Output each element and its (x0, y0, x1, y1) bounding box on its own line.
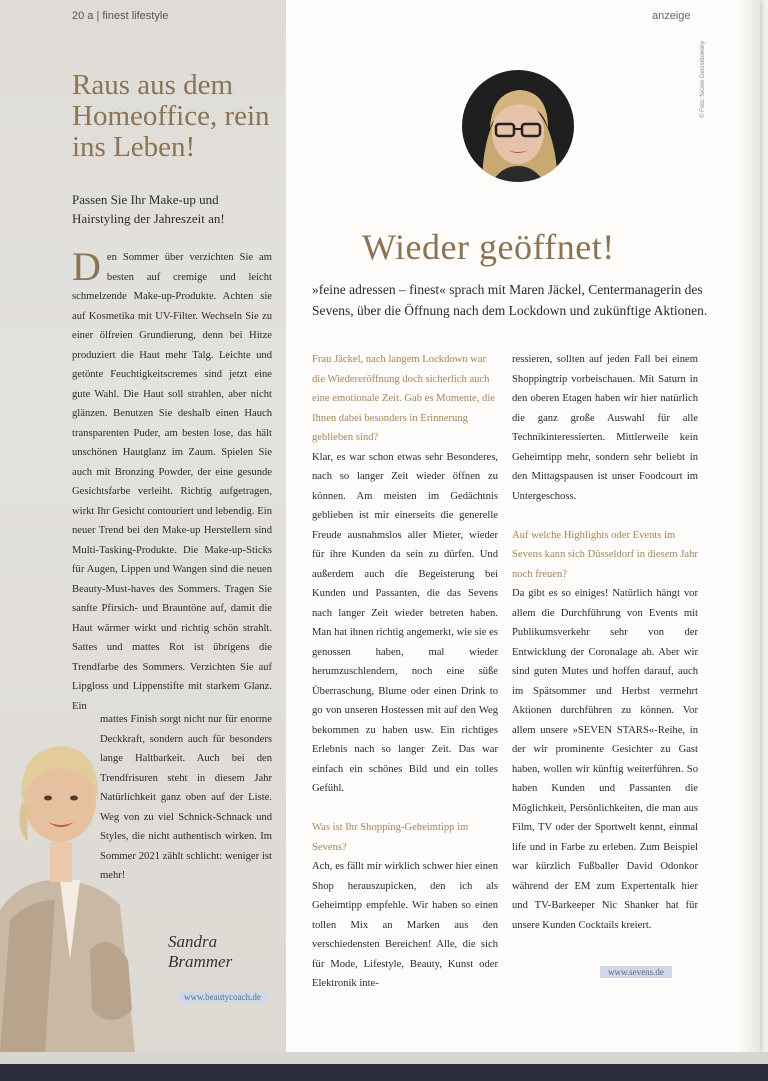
article-intro: »feine adressen – finest« sprach mit Maren Jäckel, Centermanagerin des Sevens, über die Öffnung nach dem Lockdown und zukünftige Aktionen. (312, 282, 708, 318)
screen-bottom-bar (0, 1064, 768, 1081)
answer-2: Ach, es fällt mir wirklich schwer hier einen Shop herauszupicken, den ich als Geheimtipp empfehle. Wir haben so einen tollen Mix an Marken aus den verschiedensten Bereichen! Alle, die sich für Mode, Lifestyle, Beauty, Kunst oder Elektronik inte- (312, 861, 498, 989)
photo-credit: © Foto: Nicole Gerzsidowsky (700, 40, 706, 118)
article-title: Wieder geöffnet! (362, 227, 615, 267)
dropcap: D (72, 244, 101, 289)
answer-3: Da gibt es so einiges! Natürlich hängt vor allem die Durchführung von Events mit Publikumsverkehr sehr von der Entwicklung der Coronalage ab. Aber wir sind guten Mutes und hoffen darauf, auch im Spätsommer und Herbst vermehrt Aktionen durchführen zu können. Vor allem unsere »SEVEN STARS«-Reihe, in der wir prominente Gesichter zu Gast haben, wollen wir künftig weiterführen. So haben Kunden und Passanten die Möglichkeit, Persönlichkeiten, die man aus Film, TV oder der Sportwelt kennt, einmal life und in Farbe zu erleben. Zum Beispiel war kürzlich Fußballer David Odonkor während der EM zum Expertentalk hier und TV-Barkeeper Nic Shanker hat für unsere Kunden Cocktails kreiert. (512, 588, 698, 931)
page-edge-shade (738, 0, 760, 1052)
portrait-maren-jaeckel (462, 70, 574, 182)
left-headline: Raus aus dem Homeoffice, rein ins Leben! (72, 69, 270, 163)
left-subhead: Passen Sie Ihr Make-up und Hairstyling der Jahreszeit an! (72, 192, 225, 226)
signature-sandra-brammer: Sandra Brammer (168, 932, 233, 971)
page-bottom-shadow (0, 1052, 768, 1064)
question-1: Frau Jäckel, nach langem Lockdown war die Wiedereröffnung doch sicherlich auch eine emotionale Zeit. Gab es Momente, die Ihnen dabei besonders in Erinnerung geblieben sind? (312, 354, 495, 443)
page-header-left: 20 a | finest lifestyle (72, 10, 169, 22)
left-body-text (72, 244, 272, 716)
question-3: Auf welche Highlights oder Events im Sevens kann sich Düsseldorf in diesem Jahr noch freuen? (512, 529, 698, 580)
page-header-right: anzeige (652, 10, 691, 22)
interview-column-1 (312, 350, 498, 994)
answer-1: Klar, es war schon etwas sehr Besonderes, nach so langer Zeit wieder öffnen zu können. Am meisten im Gedächtnis geblieben ist mir einerseits die generelle Freude ausnahmslos aller Mieter, wieder für ihre Kunden da sein zu dürfen. Und außerdem auch die Begeisterung bei Kunden und Passanten, die das Sevens nach langer Zeit wieder betreten haben. Man hat ihnen richtig angemerkt, wie sie es genossen haben, mal wieder herumzuschlendern, noch eine süße Überraschung, Blume oder einen Drink to go von unseren Hostessen mit auf den Weg bekommen zu haben usw. Ein richtiges Erlebnis nach so langer Zeit. Das war einfach ein schönes Bild und ein tolles Gefühl. (312, 451, 498, 794)
weblink-sevens[interactable]: www.sevens.de (600, 966, 672, 978)
left-body-paragraph: en Sommer über verzichten Sie am besten auf cremige und leicht schmelzende Make-up-Produkte. Achten sie auf Kosmetika mit UV-Filter. Wechseln Sie zu einer ölfreien Grundierung, denn bei Hitze produziert die Haut mehr Talg. Leichte und getönte Feuchtigkeitscremes sind jetzt eine gute Wahl. Die Haut soll strahlen, aber nicht glänzen. Benutzen Sie deshalb einen Hauch transparenten Puder, am besten lose, das hält unschönen Hautglanz im Zaum. Spielen Sie auch mit Bronzing Powder, der eine gesunde Gesichtsfarbe verleiht. Richtig aufgetragen, wirkt Ihr Gesicht contouriert und lebendig. Ein neuer Trend bei den Make-up Herstellern sind Multi-Tasking-Produkte. Die Make-up-Sticks für Augen, Lippen und Wangen sind die neuen Beauty-Must-haves des Sommers. Tragen Sie sanfte Pfirsich- und Brauntöne auf, damit die Haut wärmer wirkt und richtig schön strahlt. Sattes und mattes Rot ist übrigens die Trendfarbe des Sommers. Verzichten Sie auf Lipgloss und Lippenstifte mit starkem Glanz. Ein (72, 252, 272, 712)
left-body-tail-text: mattes Finish sorgt nicht nur für enorme Deckkraft, sondern auch für besonders lange Haltbarkeit. Auch bei den Trendfrisuren steht in diesem Jahr Natürlichkeit ganz oben auf der Liste. Weg von zu viel Schnick-Schnack und Styles, die nicht authentisch wirken. Im Sommer 2021 zählt schlicht: weniger ist mehr! (100, 714, 272, 881)
weblink-beautycoach[interactable]: www.beautycoach.de (178, 991, 267, 1003)
answer-2-continued: ressieren, sollten auf jeden Fall bei einem Shoppingtrip vorbeischauen. Mit Saturn in den oberen Etagen haben wir hier natürlich die ganz große Auswahl für alle Technikinteressierten. Mittlerweile kein Geheimtipp mehr, sondern sehr beliebt in den Mittagspausen ist unser Foodcourt im Untergeschoss. (512, 354, 698, 502)
question-2: Was ist Ihr Shopping-Geheimtipp im Sevens? (312, 822, 469, 853)
portrait-sandra-brammer (0, 730, 140, 1052)
interview-column-2 (512, 350, 698, 935)
